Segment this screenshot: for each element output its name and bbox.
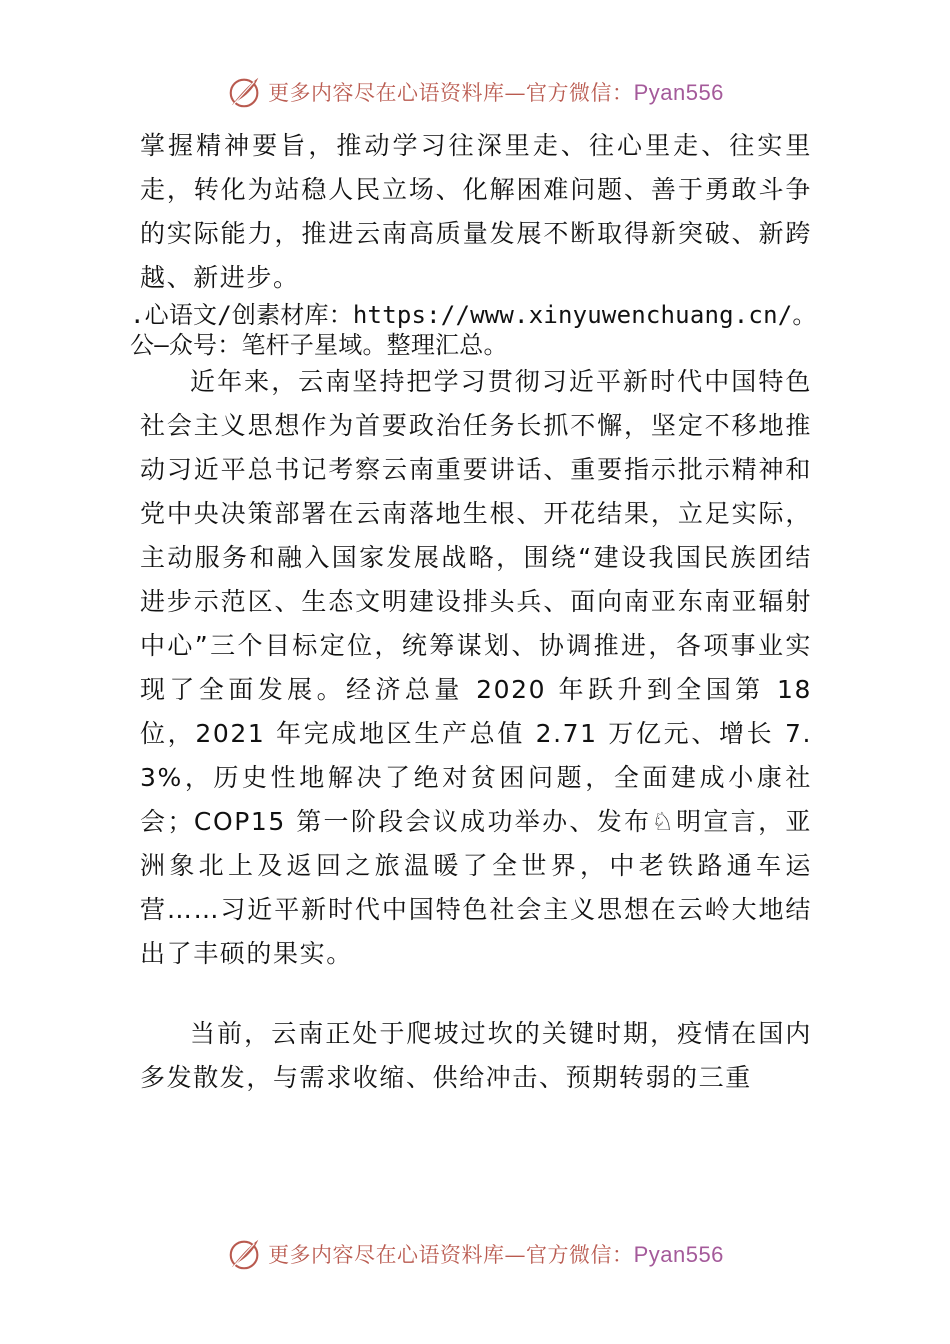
- footer-banner-text: [268, 1239, 724, 1269]
- header-wechat-id: Pyan556: [633, 80, 724, 105]
- page-footer-banner: [0, 1232, 950, 1276]
- source-note-line-2: 公—众号：笔杆子星域。整理汇总。: [130, 331, 508, 359]
- source-note-line-1: .心语文/创素材库：https://www.xinyuwenchuang.cn/。: [130, 301, 817, 329]
- document-body: [130, 124, 817, 1100]
- footer-banner-cn: 更多内容尽在心语资料库—官方微信：: [268, 1243, 634, 1267]
- paragraph-3: 当前，云南正处于爬坡过坎的关键时期，疫情在国内多发散发，与需求收缩、供给冲击、预期转弱的三重: [140, 1019, 812, 1092]
- header-banner-text: [268, 77, 724, 107]
- paragraph-1: 掌握精神要旨，推动学习往深里走、往心里走、往实里走，转化为站稳人民立场、化解困难问题、善于勇敢斗争的实际能力，推进云南高质量发展不断取得新突破、新跨越、新进步。: [140, 131, 812, 292]
- quill-pen-logo-icon: [226, 1235, 264, 1273]
- footer-wechat-id: Pyan556: [633, 1242, 724, 1267]
- paragraph-gap: [140, 976, 812, 1012]
- page-header-banner: [0, 70, 950, 114]
- header-banner-cn: 更多内容尽在心语资料库—官方微信：: [268, 81, 634, 105]
- paragraph-2: 近年来，云南坚持把学习贯彻习近平新时代中国特色社会主义思想作为首要政治任务长抓不懈，坚定不移地推动习近平总书记考察云南重要讲话、重要指示批示精神和党中央决策部署在云南落地生根、开花结果，立足实际，主动服务和融入国家发展战略，围绕“建设我国民族团结进步示范区、生态文明建设排头兵、面向南亚东南亚辐射中心”三个目标定位，统筹谋划、协调推进，各项事业实现了全面发展。经济总量 2020 年跃升到全国第 18 位，2021 年完成地区生产总值 2.71 万亿元、增长 7.3%，历史性地解决了绝对贫困问题，全面建成小康社会；COP15 第一阶段会议成功举办、发布♘明宣言，亚洲象北上及返回之旅温暖了全世界，中老铁路通车运营……习近平新时代中国特色社会主义思想在云岭大地结出了丰硕的果实。: [140, 367, 812, 968]
- quill-pen-logo-icon: [226, 73, 264, 111]
